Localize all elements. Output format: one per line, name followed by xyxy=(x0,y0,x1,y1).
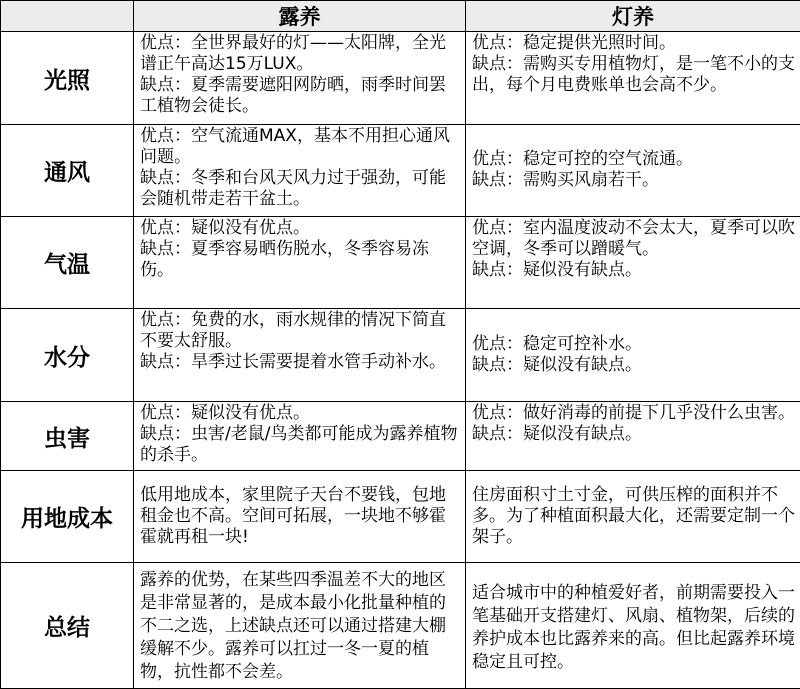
outdoor-ventilation-con: 缺点：冬季和台风天风力过于强劲，可能会随机带走若干盆土。 xyxy=(140,168,446,209)
table-row xyxy=(1,32,800,125)
outdoor-temperature-con: 缺点：夏季容易晒伤脱水，冬季容易冻伤。 xyxy=(140,239,429,280)
column-header-lamp: 灯养 xyxy=(466,1,800,32)
lamp-pests-con: 缺点：疑似没有缺点。 xyxy=(472,424,642,444)
lamp-summary-text: 适合城市中的种植爱好者，前期需要投入一笔基础开支搭建灯、风扇、植物架，后续的养护成本也比露养来的高。但比起露养环境稳定且可控。 xyxy=(472,582,795,672)
outdoor-pests-pro: 优点：疑似没有优点。 xyxy=(140,403,310,423)
row-label-ventilation: 通风 xyxy=(1,125,134,217)
lamp-temperature-con: 缺点：疑似没有缺点。 xyxy=(472,260,642,280)
lamp-cell-summary xyxy=(466,563,800,689)
outdoor-pests-con: 缺点：虫害/老鼠/鸟类都可能成为露养植物的杀手。 xyxy=(140,424,458,465)
row-label-summary: 总结 xyxy=(1,563,134,689)
corner-cell xyxy=(1,1,134,32)
outdoor-cell-pests xyxy=(134,402,466,471)
table-row xyxy=(1,217,800,309)
table-row xyxy=(1,402,800,471)
row-label-pests: 虫害 xyxy=(1,402,134,471)
table-row xyxy=(1,125,800,217)
lamp-water-con: 缺点：疑似没有缺点。 xyxy=(472,354,642,375)
lamp-cell-light xyxy=(466,32,800,125)
column-header-outdoor: 露养 xyxy=(134,1,466,32)
lamp-land-cost-text: 住房面积寸土寸金，可供压榨的面积并不多。为了种植面积最大化，还需要定制一个架子。 xyxy=(472,484,795,547)
outdoor-ventilation-pro: 优点：空气流通MAX，基本不用担心通风问题。 xyxy=(140,126,450,167)
outdoor-summary-text: 露养的优势，在某些四季温差不大的地区是非常显著的，是成本最小化批量种植的不二之选，上述缺点还可以通过搭建大棚缓解不少。露养可以扛过一冬一夏的植物，抗性都不会差。 xyxy=(140,570,446,682)
row-label-water: 水分 xyxy=(1,309,134,402)
lamp-temperature-pro: 优点：室内温度波动不会太大，夏季可以吹空调，冬季可以蹭暖气。 xyxy=(472,218,795,259)
outdoor-cell-light xyxy=(134,32,466,125)
lamp-light-con: 缺点：需购买专用植物灯，是一笔不小的支出，每个月电费账单也会高不少。 xyxy=(472,54,795,95)
lamp-cell-land-cost xyxy=(466,471,800,563)
outdoor-cell-summary xyxy=(134,563,466,689)
outdoor-light-pro: 优点：全世界最好的灯——太阳牌，全光谱正午高达15万LUX。 xyxy=(140,33,446,74)
lamp-ventilation-con: 缺点：需购买风扇若干。 xyxy=(472,170,659,190)
lamp-light-pro: 优点：稳定提供光照时间。 xyxy=(472,33,676,53)
outdoor-cell-temperature xyxy=(134,217,466,309)
lamp-cell-water xyxy=(466,309,800,402)
lamp-ventilation-pro: 优点：稳定可控的空气流通。 xyxy=(472,149,693,169)
outdoor-cell-water xyxy=(134,309,466,402)
lamp-water-pro: 优点：稳定可控补水。 xyxy=(472,333,642,354)
header-row xyxy=(1,1,800,32)
outdoor-water-pro: 优点：免费的水，雨水规律的情况下简直不要太舒服。 xyxy=(140,310,446,351)
table-row xyxy=(1,309,800,402)
row-label-light: 光照 xyxy=(1,32,134,125)
row-label-land-cost: 用地成本 xyxy=(1,471,134,563)
outdoor-land-cost-text: 低用地成本，家里院子天台不要钱，包地租金也不高。空间可拓展，一块地不够霍霍就再租一块! xyxy=(140,484,446,547)
row-label-temperature: 气温 xyxy=(1,217,134,309)
lamp-cell-temperature xyxy=(466,217,800,309)
outdoor-light-con: 缺点：夏季需要遮阳网防晒，雨季时间罢工植物会徒长。 xyxy=(140,75,446,116)
outdoor-cell-land-cost xyxy=(134,471,466,563)
outdoor-temperature-pro: 优点：疑似没有优点。 xyxy=(140,218,310,238)
lamp-cell-ventilation xyxy=(466,125,800,217)
table-row xyxy=(1,563,800,689)
lamp-pests-pro: 优点：做好消毒的前提下几乎没什么虫害。 xyxy=(472,403,795,423)
outdoor-water-con: 缺点：旱季过长需要提着水管手动补水。 xyxy=(140,352,446,372)
lamp-cell-pests xyxy=(466,402,800,471)
outdoor-cell-ventilation xyxy=(134,125,466,217)
table-row xyxy=(1,471,800,563)
